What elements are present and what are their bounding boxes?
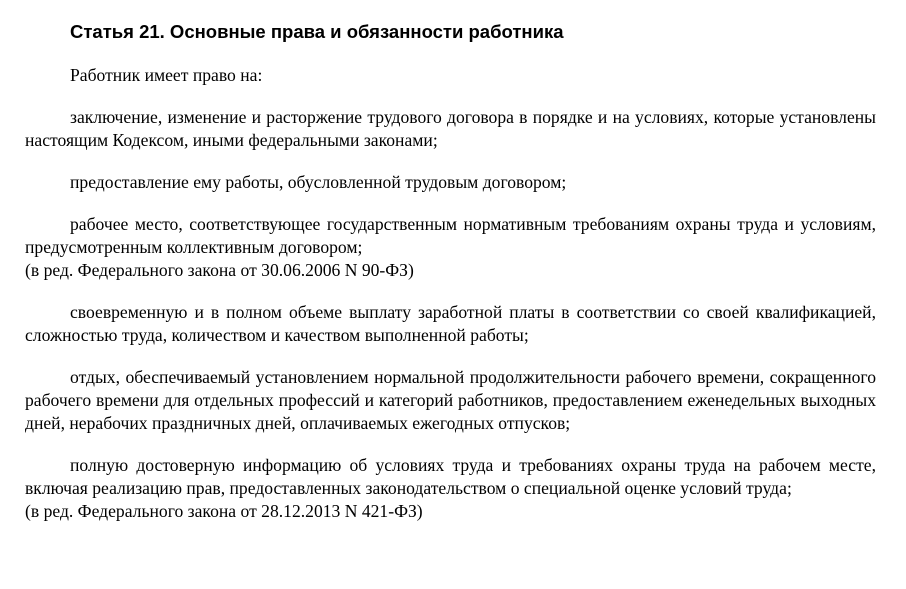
right-item-4: своевременную и в полном объеме выплату заработной платы в соответствии со своей квалификацией, сложностью труда, количеством и качеством выполненной работы; (25, 302, 876, 345)
article-intro: Работник имеет право на: (70, 65, 263, 85)
article-title: Статья 21. Основные права и обязанности работника (70, 21, 564, 42)
right-item-3: рабочее место, соответствующее государственным нормативным требованиям охраны труда и условиям, предусмотренным коллективным договором; (25, 214, 876, 257)
right-item-2: предоставление ему работы, обусловленной трудовым договором; (70, 172, 567, 192)
right-item-5: отдых, обеспечиваемый установлением нормальной продолжительности рабочего времени, сокращенного рабочего времени для отдельных профессий и категорий работников, предоставлением еженедельных выходных дней, нерабочих праздничных дней, оплачиваемых ежегодных отпусков; (25, 367, 876, 433)
right-item-1: заключение, изменение и расторжение трудового договора в порядке и на условиях, которые установлены настоящим Кодексом, иными федеральными законами; (25, 107, 876, 150)
amendment-note-1: (в ред. Федерального закона от 30.06.2006 N 90-ФЗ) (25, 260, 414, 280)
amendment-note-2: (в ред. Федерального закона от 28.12.2013 N 421-ФЗ) (25, 501, 423, 521)
document (25, 0, 876, 523)
right-item-6: полную достоверную информацию об условиях труда и требованиях охраны труда на рабочем месте, включая реализацию прав, предоставленных законодательством о специальной оценке условий труда; (25, 455, 876, 498)
